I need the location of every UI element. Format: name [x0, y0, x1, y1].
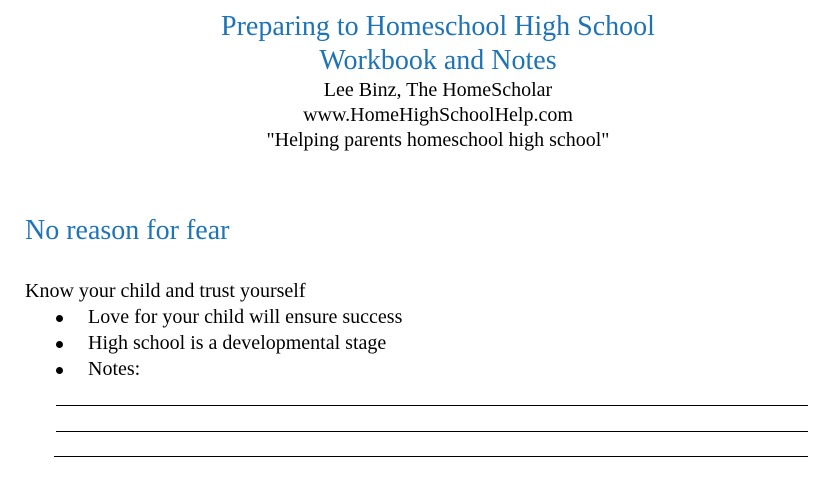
bullet-text: Love for your child will ensure success: [88, 306, 403, 328]
bullet-text: Notes:: [88, 358, 141, 380]
website-line: www.HomeHighSchoolHelp.com: [303, 104, 573, 126]
notes-writing-line: [54, 456, 808, 457]
title-line-1: Preparing to Homeschool High School: [221, 11, 655, 42]
notes-writing-line: [56, 405, 808, 406]
bullet-icon: [56, 341, 63, 348]
author-line: Lee Binz, The HomeScholar: [323, 79, 553, 101]
title-line-2: Workbook and Notes: [319, 45, 557, 76]
notes-writing-line: [56, 431, 808, 432]
section-heading: No reason for fear: [25, 215, 230, 246]
tagline: "Helping parents homeschool high school": [266, 129, 610, 151]
bullet-icon: [56, 315, 63, 322]
section-intro: Know your child and trust yourself: [25, 280, 306, 302]
bullet-icon: [56, 367, 63, 374]
document-header: [0, 10, 824, 153]
bullet-text: High school is a developmental stage: [88, 332, 387, 354]
